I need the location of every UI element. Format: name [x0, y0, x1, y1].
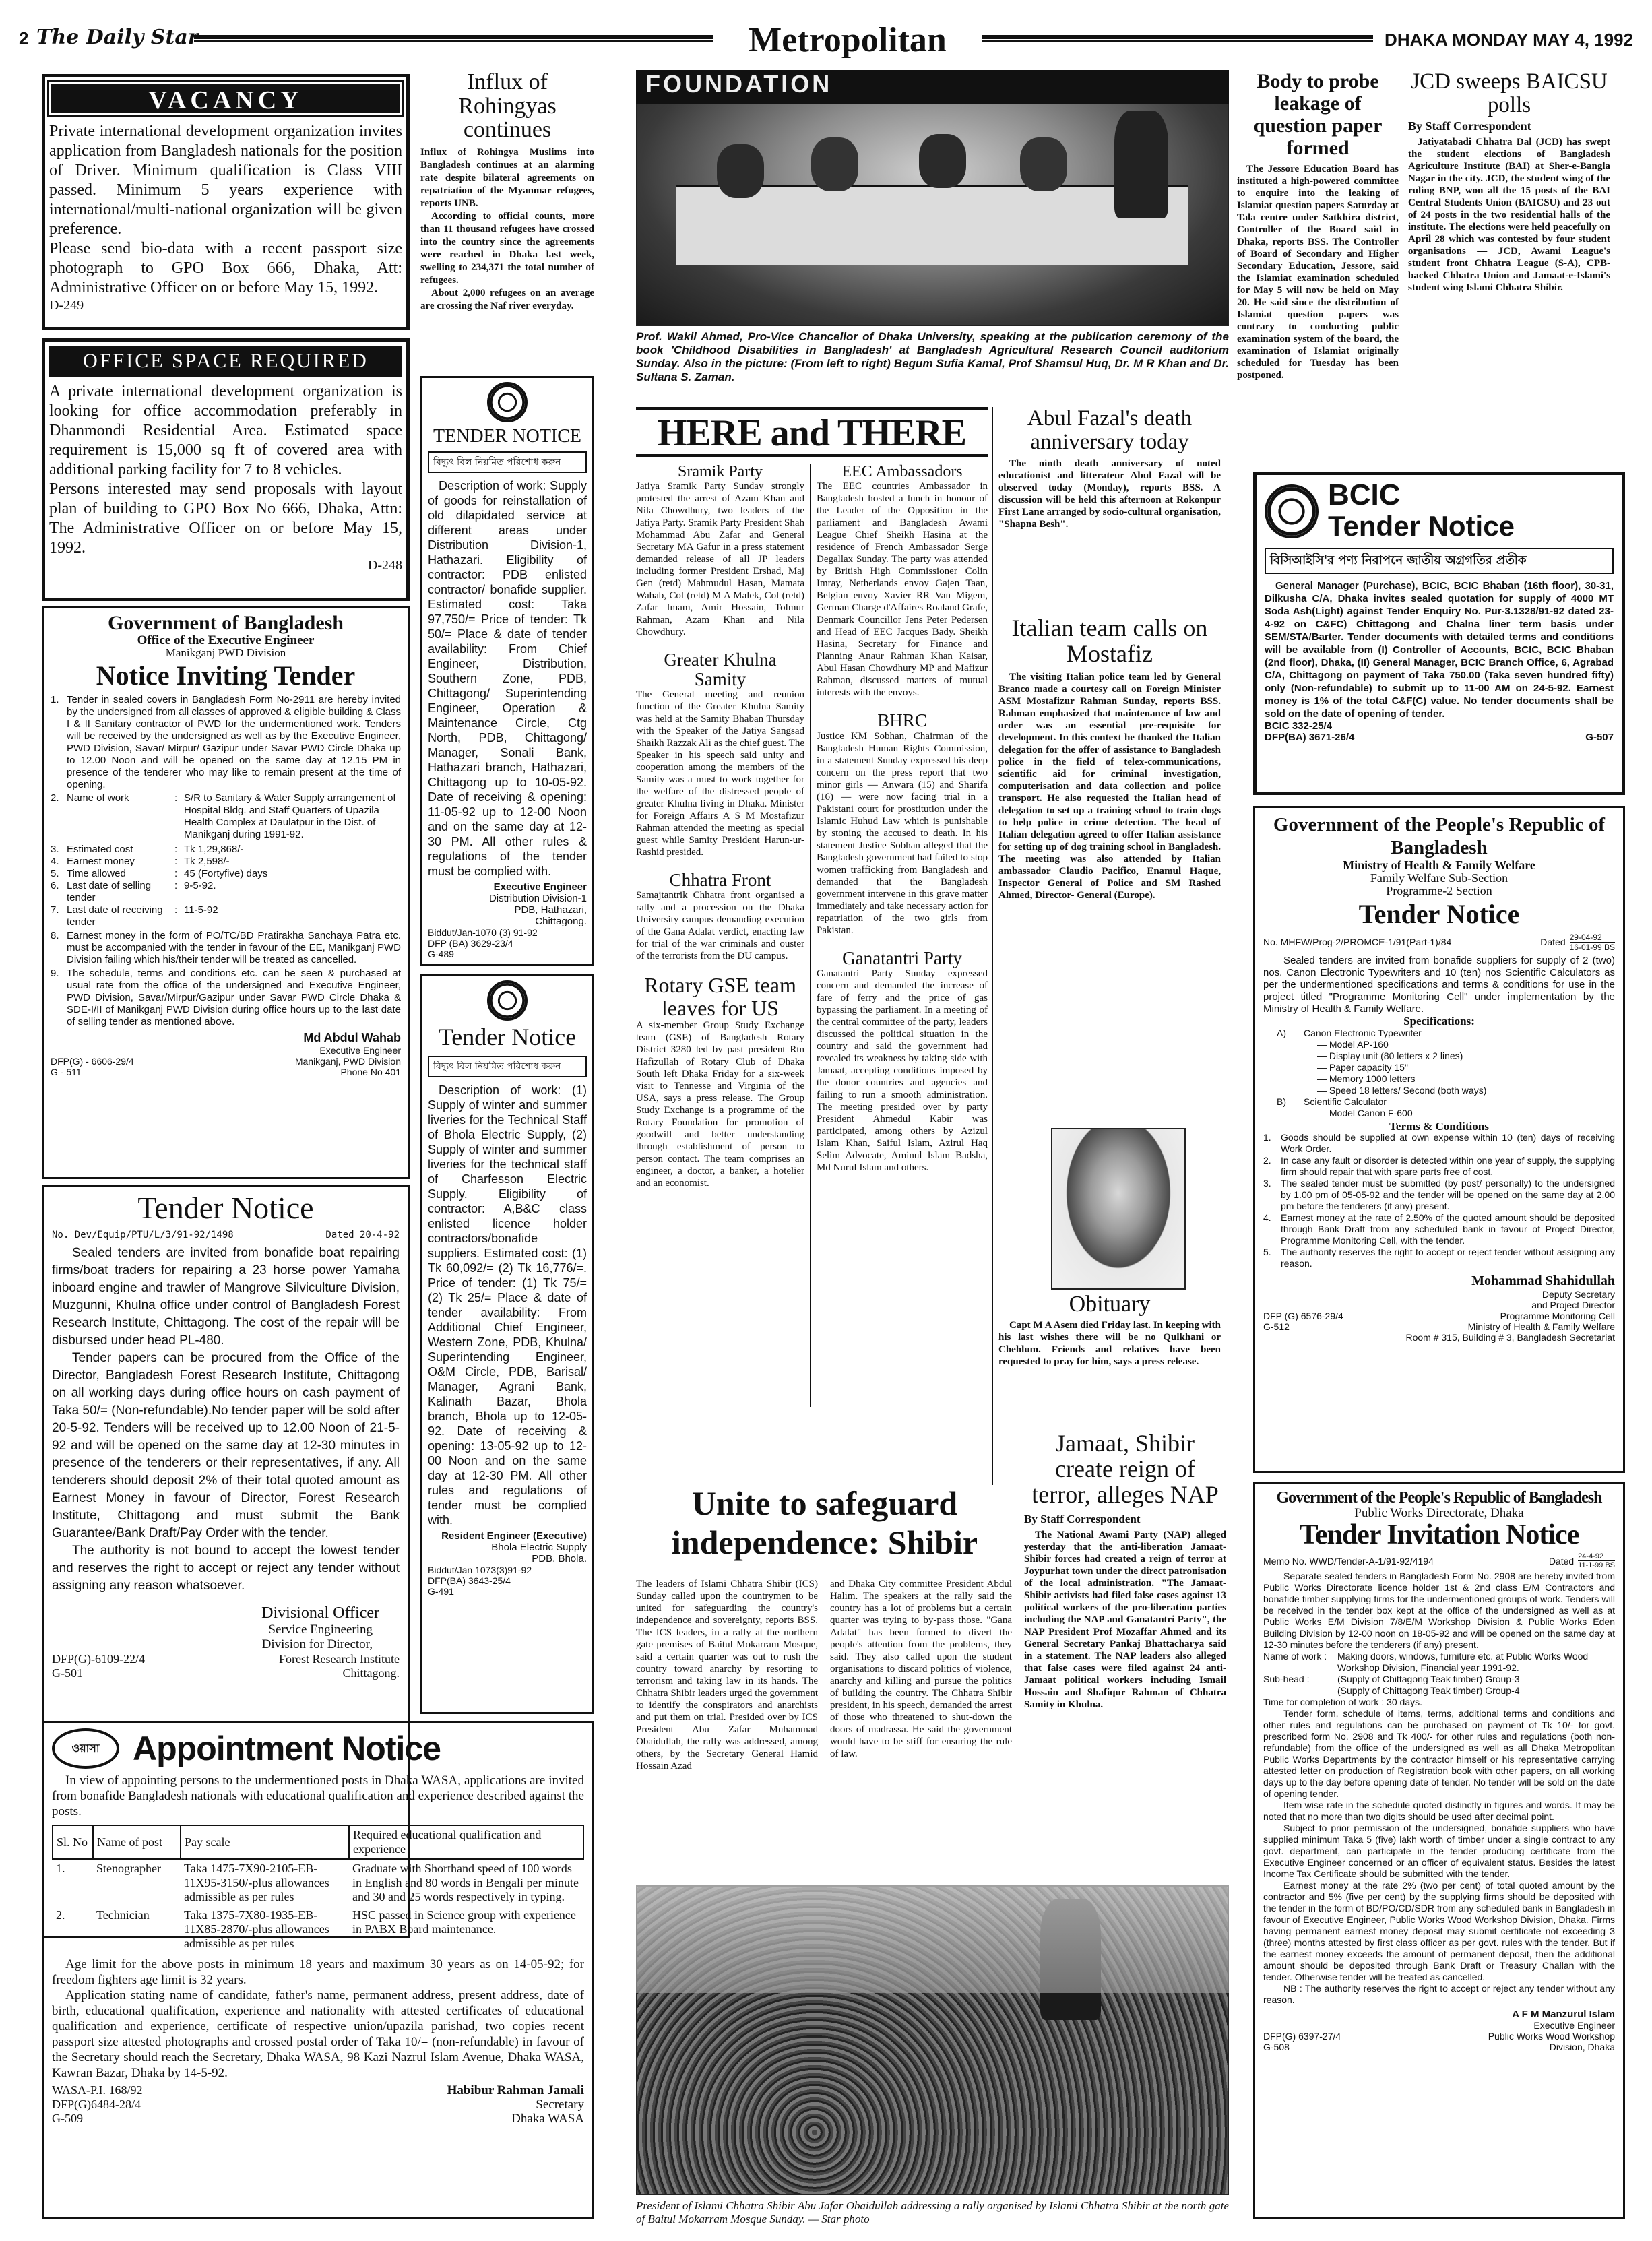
health-signer-3: Programme Monitoring Cell	[1500, 1311, 1615, 1322]
wasa-table-cell: HSC passed in Science group with experience in PABX Board maintenance.	[352, 1908, 576, 1936]
vacancy-code: D-249	[49, 298, 84, 313]
obituary-portrait	[1051, 1128, 1186, 1290]
jcd-body: Jatiyatabadi Chhatra Dal (JCD) has swept the student elections of Bangladesh Agriculture Institute (BAI) at Sher-e-Bangla Nagar in the city. JCD, the student wing of the ruling BNP, won all the 15 posts of the BAI Central Students Union (BAICSU) and 23 out of 24 posts in the two residential halls of the institute. The elections were held peacefully on April 28 which was contested by four student organisations — JCD, Awami League's student front Chhatra League (S-A), CPB-backed Chhatra Union and Jamaat-e-Islami's student wing Islami Chhatra Shibir.	[1408, 137, 1610, 294]
govt-signer-title: Executive Engineer	[319, 1045, 401, 1056]
spec-item: — Display unit (80 letters x 2 lines)	[1317, 1050, 1463, 1061]
sramik-headline: Sramik Party	[678, 464, 763, 480]
office-space-code: D-248	[367, 558, 402, 573]
health-body: Sealed tenders are invited from bonafide suppliers for supply of 2 (two) nos. Canon Electronic Typewriters and 10 (ten) nos Scientific Calculators as per the undermentioned specifications and terms & conditions for use in the project titled "Programme Monitoring Cell" under implementation by the Ministry of Health & Family Welfare.	[1263, 954, 1615, 1015]
wasa-table-cell: Taka 1375-7X80-1935-EB-11X85-2870/-plus allowances admissible as per rules	[184, 1908, 329, 1950]
pwd-ref: Memo No. WWD/Tender-A-1/91-92/4194	[1263, 1555, 1434, 1567]
pwd-signer-3: Division, Dhaka	[1549, 2042, 1615, 2053]
health-sub-2: Family Welfare Sub-Section	[1370, 871, 1508, 885]
bcic-bangla-slogan: বিসিআইসি'র পণ্য নিরাপনে জাতীয় অগ্রগতির প্রতীক	[1265, 548, 1614, 574]
govt-signer-org: Manikganj, PWD Division	[294, 1056, 401, 1067]
pdb1-signer: Executive Engineer	[493, 881, 587, 893]
masthead	[19, 24, 1633, 58]
pdb-logo-icon	[487, 382, 528, 422]
here-there-title: HERE and THERE	[636, 407, 988, 457]
rally-sky	[636, 1885, 1229, 1993]
pdb2-bangla-slogan: বিদ্যুৎ বিল নিয়মিত পরিশোধ করুন	[428, 1056, 587, 1077]
pdb2-body: Description of work: (1) Supply of winter and summer liveries for the Technical Staff of Bhola Electric Supply, (2) Supply of winter and summer liveries for the technical staff of Charfesson Electric Supply. Eligibility of contractor: A,B&C class enlisted licence holder contractors/bonafide suppliers. Estimated cost: (1) Tk 60,092/= (2) Tk 16,776/=. Price of tender: (1) Tk 75/= (2) Tk 25/= Place & date of tender availability: From Additional Chief Engineer, Western Zone, PDB, Khulna/ Superintending Engineer, O&M Circle, PDB, Barisal/ Manager, Agrani Bank, Kalinath Bazar, Bhola branch, Bhola up to 12-05-92. Date of receiving & opening: 13-05-92 up to 12-00 Noon and on the same day at 12-30 PM. All other rules and regulations of tender must be complied with.	[428, 1083, 587, 1527]
govt-items	[51, 844, 401, 928]
govt-item-8: Earnest money in the form of PO/TC/BD Pratirakha Sanchaya Patra etc. must be accompanied with the tender in favour of the EE, Manikganj PWD Division failing which his/their tender will be treated as cancelled.	[67, 930, 401, 966]
health-spec-heading: Specifications:	[1403, 1014, 1475, 1028]
govt-item-number: 4.	[51, 856, 59, 868]
forest-dated: Dated 20-4-92	[325, 1230, 400, 1241]
health-spec-b-list	[1317, 1108, 1615, 1119]
bcic-heading: Tender Notice	[1328, 510, 1515, 542]
italian-headline: Italian team calls on Mostafiz	[1011, 616, 1208, 667]
spec-item: — Model AP-160	[1317, 1038, 1389, 1050]
govt-item-label: Last date of receiving tender	[67, 904, 163, 928]
rohingya-body-2: According to official counts, more than 11 thousand refugees have crossed into the country since the agreements were reached in Dhaka last week, swelling to 234,371 the total number of refugees.	[420, 211, 594, 286]
pwd-time: Time for completion of work : 30 days.	[1263, 1697, 1423, 1708]
abul-headline: Abul Fazal's death anniversary today	[1027, 407, 1193, 454]
govt-heading: Notice Inviting Tender	[96, 660, 356, 691]
health-spec-b-name: Scientific Calculator	[1304, 1096, 1387, 1107]
vacancy-body-2: Please send bio-data with a recent passport size photograph to GPO Box 666, Dhaka, Att: Administrative Officer on or before May 15, 1992.	[49, 240, 402, 296]
pwd-nb: NB : The authority reserves the right to accept or reject any tender without any reason.	[1263, 1983, 1615, 2006]
office-space-body-2: Persons interested may send proposals with layout plan of building to GPO Box No 666, Dhaka, Attn: The Administrative Officer on or before May 15, 1992.	[49, 480, 402, 557]
pwd-body-5: Earnest money at the rate 2% (two per cent) of total quoted amount by the contractor and 5% (five per cent) by the supplying firms should be deposited with the tender in the form of BD/PO/CD/SDR from any scheduled bank in Bangladesh in favour of Executive Engineer, Public Works Wood Workshop Division, Dhaka. Firms having permanent earnest money deposit may submit certificate not exceeding 3 (three) months attested by first class officer as per govt. rules with the tender. But if the earnest money exceeds the amount of permanent deposit, then the additional amount should be deposited through Bank Draft or Treasury Challan with the tender. Otherwise tender will be treated as cancelled.	[1263, 1880, 1615, 1983]
pwd-dated: Dated	[1548, 1555, 1575, 1567]
pdb2-signer-2: PDB, Bhola.	[532, 1552, 587, 1565]
table-row	[53, 1859, 583, 1906]
pwd-signer: A F M Manzurul Islam	[1512, 2009, 1615, 2021]
forest-body-2: Tender papers can be procured from the Office of the Director, Bangladesh Forest Research Institute, Chittagong on all working days during office hours on cash payment of Taka 50/= (Non-refundable).No tender paper will be sold after 20-5-92. Tenders will be received up to 12.00 Noon of 21-5-92 and will be opened on the same day at 12-30 minutes in presence of the tenderers or their representatives, if any. All tenderers should deposit 2% of their total quoted amount as Earnest Money in favour of Director, Forest Research Institute, Chittagong and must submit the Bank Guarantee/Bank Draft/Pay Order with the tender.	[52, 1351, 400, 1541]
office-space-title: OFFICE SPACE REQUIRED	[49, 346, 402, 377]
wasa-intro: In view of appointing persons to the undermentioned posts in Dhaka WASA, applications are invited from bonafide Bangladesh nationals with educational qualification and experience described against the posts.	[52, 1773, 584, 1819]
health-code-1: DFP (G) 6576-29/4	[1263, 1311, 1343, 1322]
wasa-table-cell: Technician	[96, 1908, 150, 1922]
office-space-body: A private international development organization is looking for office accommodation preferably in Dhanmondi Residential Area. Estimated space requirement is 15,000 sq ft of covered area with additional parking facility for 7 to 8 vehicles.	[49, 383, 402, 478]
forest-signer: Divisional Officer	[261, 1604, 379, 1622]
vacancy-title: VACANCY	[49, 82, 402, 115]
obituary	[998, 1292, 1221, 1420]
pdb2-heading: Tender Notice	[438, 1023, 577, 1050]
jamaat-story	[1024, 1431, 1226, 1883]
health-spec-a-label: A)	[1277, 1027, 1286, 1038]
health-signer-2: and Project Director	[1531, 1300, 1615, 1311]
wasa-table-cell: 1.	[56, 1862, 65, 1875]
manikganj-tender-notice: Government of Bangladesh Office of the Executive Engineer Manikganj PWD Division Notice Inviting Tender 1. Tender in sealed covers in Bangladesh Form No-2911 are hereby invited by the undersigned from all classes of approved & eligible building & Class I & II Sanitary contractor of PWD for the undermentioned work. Tenders will be received by the undersigned as well as by the Executive Engineer, PWD Division, Savar/ Mirpur/ Gazipur under Savar PWD Circle Dhaka up to 12.00 Noon and will be opened on the same day at 12.15 PM in presence of the tenderer who may like to remain present at the time of opening. 2. Name of work : S/R to Sanitary & Water Supply arrangement of Hospital Bldg. and Staff Quarters of Upazila Health Complex at Daulatpur in the Dist. of Manikganj during 1991-92. 3. Estimated cost : Tk 1,29,868/- 4. Earnest money : Tk 2,598/- 5. Time allowed : 45 (Fortyfive) days 6. Last date of selling tender : 9-5-92. 7. Last date of receiving tender : 11-5-92 8. Earnest money in the form of PO/TC/BD Pratirakha Sanchaya Patra etc. must be accompanied with the tender in favour of the EE, Manikganj PWD Division failing which his/their tender will be treated as cancelled. 9. The schedule, terms and conditions etc. can be seen & purchased at usual rate from the office of the undersigned and Executive Engineer, PWD Division, Savar/Mirpur/Gazipur under Savar PWD Circle Dhaka & SDE-I/II of Manikganj PWD Division during office hours up to the last date of selling tender as mentioned above. Md Abdul Wahab Executive Engineer DFP(G) - 6606-29/4 Manikganj, PWD Division G - 511 Phone No 401	[42, 606, 410, 1179]
photo-shibir-rally	[636, 1885, 1229, 2195]
wasa-code-2: DFP(G)6484-28/4	[52, 2097, 141, 2111]
pdb1-bangla-slogan: বিদ্যুৎ বিল নিয়মিত পরিশোধ করুন	[428, 451, 587, 473]
pdb1-signer-3: Chittagong.	[535, 916, 587, 928]
pwd-body-4: Subject to prior permission of the undersigned, bonafide suppliers who have supplied minimum Taka 5 (five) lakh worth of timber under a single contract to any govt. department, can participate in the tender producing certificate from the Executive Engineer concerned or an officer of equivalent status. Besides the latest Income Tax Certificate should be submitted with the tender.	[1263, 1823, 1615, 1880]
forest-signer-4: Chittagong.	[342, 1666, 400, 1680]
bcic-logo-text: BCIC	[1328, 478, 1401, 511]
rohingya-story	[420, 70, 594, 367]
health-terms-heading: Terms & Conditions	[1389, 1119, 1489, 1133]
govt-item-1: Tender in sealed covers in Bangladesh Form No-2911 are hereby invited by the undersigned from all classes of approved & eligible building & Class I & II Sanitary contractor of PWD for the undermentioned work. Tenders will be received by the undersigned as well as by the Executive Engineer, PWD Division, Savar/ Mirpur/ Gazipur under Savar PWD Circle Dhaka up to 12.00 Noon and will be opened on the same day at 12.15 PM in presence of the tenderer who may like to remain present at the time of opening.	[67, 694, 401, 791]
pdb2-code-2: DFP(BA) 3643-25/4	[428, 1575, 511, 1586]
health-spec-b-label: B)	[1277, 1096, 1286, 1107]
table-row	[53, 1906, 583, 1953]
obituary-headline: Obituary	[1069, 1292, 1151, 1317]
govt-item-number: 3.	[51, 844, 59, 856]
wasa-code-1: WASA-P.I. 168/92	[52, 2083, 143, 2097]
pwd-date-1: 24-4-92	[1578, 1552, 1615, 1561]
govt-item-number: 7.	[51, 904, 59, 916]
pdb1-code-3: G-489	[428, 949, 454, 960]
pdb1-signer-1: Distribution Division-1	[488, 893, 587, 905]
rohingya-body: Influx of Rohingya Muslims into Bangladesh continues at an alarming rate despite bilateral agreements on repatriation of the Myanmar refugees, reports UNB.	[420, 147, 594, 210]
pwd-date-2: 11-1-99 BS	[1578, 1561, 1615, 1570]
ceremony-table	[676, 185, 1188, 265]
masthead-rule-left	[194, 35, 713, 42]
wasa-table-cell: Stenographer	[96, 1862, 161, 1875]
health-ref: No. MHFW/Prog-2/PROMCE-1/91(Part-1)/84	[1263, 937, 1452, 948]
rohingya-body-3: About 2,000 refugees on an average are crossing the Naf river everyday.	[420, 288, 594, 312]
eec-body: The EEC countries Ambassador in Bangladesh hosted a lunch in honour of the Leader of the Opposition in the parliament and Bangladesh Awami League Chief Sheikh Hasina at the residence of French Ambassador Serge Degallax Sunday. The party was attended by British High Commissioner Colin Imray, Netherlands envoy Gajen Taan, Belgian envoy Xavier RR Van Migem, German Charge d'Affaires Roaland Grafe, Denmark Councillor Jens Peter Pedersen and Head of EEC Jacques Bady. Sheikh Hasina, Secretary for Finance and Planning Anaur Rahman Khan Kaisar, Abul Hasan Chowdhury MP and Mafizur Rahman, discussed matters of mutual interests with the envoys.	[817, 481, 988, 699]
wasa-signer-2: Dhaka WASA	[511, 2112, 584, 2126]
shibir-story	[636, 1484, 1013, 1888]
jamaat-body: The National Awami Party (NAP) alleged yesterday that the anti-liberation Jamaat-Shibir forces had created a reign of terror at Joypurhat town under the direct patronisation of the local administration. "The Jamaat-Shibir activists had filed false cases against 13 political workers of the pro-liberation parties including the NAP and Ganatantri Party", the NAP President Prof Mozaffar Ahmed and its General Secretary Pankaj Bhattacharya said in a statement. The NAP leaders also alleged that false cases were filed against 24 anti-Jamaat political workers including Ismail Hossain and Shafiqur Rahman of Chhatra Samity in Khulna.	[1024, 1529, 1226, 1711]
terms-item: 4. Earnest money at the rate of 2.50% of the quoted amount should be deposited through Bank Draft from any scheduled bank in favour of Project Director, Programme Monitoring Cell, with the tender.	[1263, 1212, 1615, 1246]
wasa-table-header: Pay scale	[181, 1825, 349, 1859]
pwd-signer-2: Public Works Wood Workshop	[1488, 2031, 1615, 2042]
wasa-table-cell: 2.	[56, 1908, 65, 1922]
terms-item: 3. The sealed tender must be submitted (by post/ personally) to the undersigned by 1.00 pm of 05-05-92 and the tender will be opened on the same day at 2.00 pm before the tenderers (if any) present.	[1263, 1178, 1615, 1212]
health-sub-1: Ministry of Health & Family Welfare	[1343, 858, 1535, 872]
health-signer-4: Ministry of Health & Family Welfare	[1467, 1321, 1615, 1333]
pwd-code-2: G-508	[1263, 2042, 1290, 2053]
health-sub-3: Programme-2 Section	[1386, 883, 1492, 897]
wasa-table-header: Name of post	[93, 1825, 181, 1859]
vacancy-ad	[42, 74, 410, 330]
pdb2-code-1: Biddut/Jan 1073(3)91-92	[428, 1564, 532, 1575]
column-divider	[992, 407, 993, 1485]
italian-body: The visiting Italian police team led by General Branco made a courtesy call on Foreign Minister ASM Mostafizur Rahman Sunday, reports BSS. Rahman emphasized that maintenance of law and order was an essential pre-requisite for development. In this context he thanked the Italian delegation for the offer of assistance to Bangladesh police in the field of telex-communications, scientific aid for criminal investigation, computerisation and data collection and police transport. He also requested the Italian head of delegation to set up a training school to train dogs to help police in crime detection. The head of Italian delegation agreed to offer Italian assistance for setting up of dog training school in Bangladesh. The meeting was also attended by Italian ambassador Claudio Pacifico, Enamul Haque, Inspector General of Police and SM Rashed Ahmed, Director- General (Europe).	[998, 671, 1221, 901]
spec-item: — Speed 18 letters/ Second (both ways)	[1317, 1084, 1487, 1096]
abul-fazal-story	[998, 407, 1221, 609]
pwd-body-3: Item wise rate in the schedule quoted distinctly in figures and words. It may be noted that no more than two digits should be used after decimal point.	[1263, 1800, 1615, 1823]
pwd-subhead-1: (Supply of Chittagong Teak timber) Group-3	[1337, 1674, 1520, 1685]
pwd-sub-1: Public Works Directorate, Dhaka	[1354, 1506, 1524, 1521]
health-date-2: 16-01-99 BS	[1569, 942, 1615, 952]
health-signer: Mohammad Shahidullah	[1471, 1273, 1615, 1289]
spec-item: — Model Canon F-600	[1317, 1107, 1413, 1118]
bhrc-body: Justice KM Sobhan, Chairman of the Bangladesh Human Rights Commission, in a statement Sunday expressed his deep concern on the press report that two minor girls — Anwara (15) and Sharifa (16) — were now facing trial in a Pakistani court for prostitution under the Islamic Huhud Law which is punishable by stoning the accused to death. In his statement Justice Sobhan alleged that the Bangladesh government had failed to stop women trafficking from Bangladesh and demanded that the Bangladesh government intervene in this grave matter immediately and take necessary action for repatriation of the two girls from Pakistan.	[817, 730, 988, 936]
govt-item: 4. Earnest money : Tk 2,598/-	[51, 856, 401, 868]
pwd-code-1: DFP(G) 6397-27/4	[1263, 2031, 1341, 2042]
pdb-tender-bhola	[420, 974, 594, 1714]
wasa-table-cell: Taka 1475-7X90-2105-EB-11X95-3150/-plus allowances admissible as per rules	[184, 1862, 329, 1903]
govt-item-value: 45 (Fortyfive) days	[184, 868, 268, 880]
chhatra-headline: Chhatra Front	[669, 869, 771, 890]
pwd-body: Separate sealed tenders in Bangladesh Form No. 2908 are hereby invited from Public Works Directorate licence holder 1st & 2nd class E/M Contractors and bonafide timber supplying firms for the undermentioned groups of work. Tenders will be received in the tender box kept at the office of the undersigned as well as at Public Works E/M Division 7/8/E/M Workshop Division & Public Works Eden Building Division by 12-00 noon on 18-05-92 and will be opened on the same day at 12-30 minutes before the tenderers (if any) present.	[1263, 1571, 1615, 1651]
govt-item-label: Last date of selling tender	[67, 880, 152, 904]
khulna-body: The General meeting and reunion function of the Greater Khulna Samity was held at the Samity Bhaban Thursday with the Speaker of the Jatiya Sangsad Shaikh Razzak Ali as the chief guest. The Speaker in his speech said unity and cooperation among the members of the Samity was a must to work together for the welfare of the distressed people of greater Khulna living in Dhaka. Minister for Foreign Affairs A S M Mostafizur Rahman attended the meeting as special guest while Samity President Harun-ur-Rashid presided.	[636, 689, 804, 858]
forest-body: Sealed tenders are invited from bonafide boat repairing firms/boat traders for repairing a 23 horse power Yamaha inboard engine and trawler of Mangrove Silviculture Division, Muzgunni, Khulna office under control of Bangladesh Forest Research Institute, Chittagong. The cost of the repair will be disbursed under head PL-480.	[52, 1246, 400, 1348]
person-2	[811, 137, 858, 191]
bhrc-headline: BHRC	[877, 710, 927, 731]
govt-item-2-value: S/R to Sanitary & Water Supply arrangement of Hospital Bldg. and Staff Quarters of Upazila Health Complex at Daulatpur in the Dist. of Manikganj during 1991-92.	[184, 792, 396, 841]
bcic-code-1: BCIC 332-25/4	[1265, 720, 1333, 732]
pwd-body-2: Tender form, schedule of items, terms, additional terms and conditions and other rules and regulations can be purchased on payment of Tk 10/- for govt. prescribed form No. 2908 and Tk 400/- for other rules and regulations (both non-refundable) from the office of the undersigned as well as all Dhaka Metropolitan Public Works Departments by the contractor himself or his representative carrying attested letter on production of Registration book with other papers, on all working days up to the day before opening date of tender. No tender will be sold on the date of opening tender.	[1263, 1708, 1615, 1800]
wasa-age: Age limit for the above posts in minimum 18 years and maximum 30 years as on 14-05-92; for freedom fighters age limit is 32 years.	[52, 1957, 584, 1987]
terms-item: 5. The authority reserves the right to accept or reject tender without assigning any reason.	[1263, 1246, 1615, 1269]
bcic-code-2: DFP(BA) 3671-26/4	[1265, 732, 1355, 743]
section-title: Metropolitan	[749, 24, 947, 58]
govt-signer: Md Abdul Wahab	[303, 1031, 401, 1045]
wasa-table-header: Required educational qualification and experience	[349, 1825, 583, 1859]
wasa-heading: Appointment Notice	[133, 1730, 441, 1767]
wasa-apply: Application stating name of candidate, father's name, permanent address, present address, date of birth, educational qualification, experience and nationality with attested certificates of educational qualification and experience, certificate of respective union/upazila parishad, two copies recent passport size attested photographs and crossed postal order of Taka 10/= (non-refundable) in favour of the Secretary should reach the Secretary, Dhaka WASA, 98 Kazi Nazrul Islam Avenue, Dhaka WASA, Kawran Bazar, Dhaka by 14-5-92.	[52, 1988, 584, 2080]
masthead-date: DHAKA MONDAY MAY 4, 1992	[1385, 30, 1633, 50]
abul-body: The ninth death anniversary of noted educationist and litterateur Abul Fazal will be observed today (Monday), reports BSS. A discussion will be held this afternoon at Rokonpur First Lane arranged by socio-cultural organisation, "Shapna Besh".	[998, 458, 1221, 530]
ceremony-caption: Prof. Wakil Ahmed, Pro-Vice Chancellor of Dhaka University, speaking at the publication ceremony of the book 'Childhood Disabilities in Bangladesh' at Bangladesh Agricultural Research Council auditorium Sunday. Also in the picture: (From left to right) Begum Sufia Kamal, Prof Shamsul Huq, Dr. M R Khan and Dr. Sultana S. Zaman.	[636, 330, 1229, 383]
govt-sub-2: Manikganj PWD Division	[165, 646, 286, 660]
health-code-2: G-512	[1263, 1321, 1290, 1333]
jcd-headline: JCD sweeps BAICSU polls	[1411, 70, 1608, 117]
pdb1-code-2: DFP (BA) 3629-23/4	[428, 938, 513, 949]
pdb2-signer-1: Bhola Electric Supply	[491, 1541, 587, 1553]
health-ministry-tender	[1253, 806, 1625, 1473]
jcd-byline: By Staff Correspondent	[1408, 119, 1531, 133]
shibir-headline: Unite to safeguard independence: Shibir	[671, 1484, 978, 1561]
pwd-title: Government of the People's Republic of Bangladesh	[1276, 1489, 1602, 1507]
health-spec-a-name: Canon Electronic Typewriter	[1304, 1027, 1422, 1038]
ceremony-banner: FOUNDATION	[636, 70, 1229, 104]
rotary-body: A six-member Group Study Exchange team (GSE) of Bangladesh Rotary District 3280 led by past president Rtn Hafizullah of Rotary Club of Dhaka South left Dhaka Friday for a six-week visit to Tennesse and Virginia of the USA, says a press release. The Group Study Exchange is a programme of the Rotary Foundation for promotion of goodwill and better understanding through establishment of person to person contact. The team comprises an engineer, a doctor, a banker, a hotelier and an economist.	[636, 1020, 804, 1189]
probe-body: The Jessore Education Board has instituted a high-powered committee to enquire into the leaking of Islamiat question papers Saturday at Tala centre under Satkhira district, Controller of the Board said in Dhaka, reports BSS. The Controller of Board of Secondary and Higher Secondary Education, Jessore, said the Islamiat examination scheduled for May 5 will now be held on May 20. He said since the distribution of Islamiat question papers was contrary to conducting public examination system of the board, the examination of Islamiat originally scheduled for Tuesday has been postponed.	[1237, 164, 1399, 381]
forest-heading: Tender Notice	[137, 1191, 314, 1225]
pwd-signer-1: Executive Engineer	[1533, 2020, 1615, 2031]
govt-item: 3. Estimated cost : Tk 1,29,868/-	[51, 844, 401, 856]
pdb1-heading: TENDER NOTICE	[433, 426, 582, 447]
rotary-headline: Rotary GSE team leaves for US	[644, 973, 796, 1020]
pwd-work: Making doors, windows, furniture etc. at Public Works Wood Workshop Division, Financial year 1991-92.	[1337, 1651, 1589, 1674]
paper-logo: The Daily Star	[36, 26, 199, 49]
vacancy-body: Private international development organization invites application from Bangladesh nationals for the position of Driver. Minimum qualification is Class VIII passed. Minimum 5 years experience with international/multi-national organization will be given preference.	[49, 123, 402, 238]
terms-item: 1. Goods should be supplied at own expense within 10 (ten) days of receiving Work Order.	[1263, 1132, 1615, 1155]
jamaat-headline: Jamaat, Shibir create reign of terror, alleges NAP	[1031, 1431, 1219, 1508]
pdb1-code-1: Biddut/Jan-1070 (3) 91-92	[428, 927, 538, 939]
health-date-1: 29-04-92	[1570, 933, 1615, 943]
obituary-body: Capt M A Asem died Friday last. In keeping with his last wishes there will be no Qulkhani or Chehlum. Friends and relatives have been requested to pray for him, says a press release.	[998, 1319, 1221, 1367]
gana-body: Ganatantri Party Sunday expressed concern and demanded the increase of fare of ferry and the price of gas bypassing the parliament. In a meeting of the central committee of the party, leaders discussed the political situation in the country and said the government had revealed its weakness by taking side with Jamaat, accepting conditions imposed by the donor countries and agencies and failing to run a smooth administration. The meeting presided over by party President Ahmedul Kabir was participated, among others by Azizul Islam Khan, Saiful Islam, Azirul Haq Selim Advocate, Aminul Islam Badsha, Md Nurul Islam and others.	[817, 968, 988, 1173]
health-signer-1: Deputy Secretary	[1542, 1289, 1615, 1300]
here-there-divider	[810, 464, 811, 1407]
rohingya-headline: Influx of Rohingyas continues	[458, 70, 557, 143]
rally-caption: President of Islami Chhatra Shibir Abu Jafar Obaidullah addressing a rally organised by Islami Chhatra Shibir at the north gate of Baitul Mokarram Mosque Sunday. — Star photo	[636, 2199, 1229, 2226]
speaker	[1114, 111, 1168, 218]
pdb-logo-icon-2	[487, 980, 528, 1021]
govt-item: 6. Last date of selling tender : 9-5-92.	[51, 880, 401, 904]
sramik-body: Jatiya Sramik Party Sunday strongly protested the arrest of Azam Khan and Nila Chowdhury, two leaders of the Jatiya Party. Sramik Party President Shah Mohammad Abu Zafar and General Secretary MA Gafur in a press statement demanded release of all JP leaders including former President Ershad, Maj Gen (retd) Mahmudul Hasan, Mamata Wahab, Col (retd) M A Malek, Col (retd) Zafar Imam, Amir Hossain, Tolmur Rahman, Azam Khan and Nila Chowdhury.	[636, 481, 804, 638]
health-title: Government of the People's Republic of Bangladesh	[1273, 814, 1606, 858]
wasa-code-3: G-509	[52, 2112, 83, 2125]
pdb2-signer: Resident Engineer (Executive)	[441, 1529, 587, 1542]
govt-item-value: 9-5-92.	[184, 880, 216, 892]
govt-title: Government of Bangladesh	[107, 612, 344, 634]
person-3	[919, 134, 966, 188]
wasa-table-header: Sl. No	[53, 1825, 93, 1859]
health-dated: Dated	[1540, 937, 1566, 948]
govt-code-2: G - 511	[51, 1067, 82, 1078]
pwd-heading: Tender Invitation Notice	[1299, 1519, 1579, 1551]
pdb2-code-3: G-491	[428, 1585, 454, 1597]
masthead-rule-right	[982, 35, 1373, 42]
photo-publication-ceremony	[636, 70, 1229, 326]
health-spec-a-list	[1317, 1039, 1615, 1096]
govt-phone: Phone No 401	[340, 1067, 401, 1078]
chhatra-body: Samajtantrik Chhatra front organised a rally and a procession on the Dhaka University campus demanding execution of the Gana Adalat verdict, enacting law for trial of the war criminals and ouster of the terrorists from the DU campus.	[636, 890, 804, 962]
italian-team-story	[998, 616, 1221, 1121]
bcic-tender-notice	[1253, 472, 1625, 795]
govt-item: 5. Time allowed : 45 (Fortyfive) days	[51, 868, 401, 880]
probe-headline: Body to probe leakage of question paper formed	[1253, 70, 1383, 159]
pdb1-signer-2: PDB, Hathazari,	[514, 904, 587, 916]
here-and-there	[636, 407, 988, 1418]
health-heading: Tender Notice	[1358, 898, 1520, 929]
govt-item-label: Estimated cost	[67, 844, 133, 856]
health-signer-5: Room # 315, Building # 3, Bangladesh Secretariat	[1405, 1332, 1615, 1344]
gana-headline: Ganatantri Party	[842, 947, 962, 968]
govt-item-value: 11-5-92	[184, 904, 218, 916]
wasa-logo-icon: ওয়াসা	[52, 1728, 119, 1769]
eec-headline: EEC Ambassadors	[841, 464, 963, 480]
govt-item-value: Tk 1,29,868/-	[184, 844, 244, 856]
wasa-signer: Habibur Rahman Jamali	[447, 2083, 584, 2097]
govt-item-2-label: Name of work	[67, 792, 129, 804]
pwd-subhead-label: Sub-head :	[1263, 1674, 1310, 1685]
forest-signer-3: Forest Research Institute	[279, 1652, 400, 1666]
forest-signer-2: Division for Director,	[261, 1637, 373, 1652]
govt-item-label: Time allowed	[67, 868, 126, 880]
jamaat-byline: By Staff Correspondent	[1024, 1513, 1141, 1526]
shibir-col-2: and Dhaka City committee President Abdul Halim. The speakers at the rally said the country has a lot of problems but a certain quarter was trying to by-pass those. "Gana Adalat" has been formed to divert the people's attention from the problems, they said. They also called upon the student organisations to discard politics of violence, anarchy and killing and pursue the politics of building the country. The Chhatra Shibir president, in his speech, demanded the arrest of those who threatened to shut-down the doors of madrassa. He said the government would have to be stiff for ensuring the rule of law.	[830, 1579, 1012, 1759]
govt-sub-1: Office of the Executive Engineer	[137, 633, 315, 648]
govt-code-1: DFP(G) - 6606-29/4	[51, 1056, 134, 1067]
pdb-tender-hathazari	[420, 376, 594, 966]
govt-item-value: Tk 2,598/-	[184, 856, 230, 868]
here-there-col-1	[636, 464, 804, 1189]
shibir-col-1: The leaders of Islami Chhatra Shibir (ICS) Sunday called upon the countrymen to be united for safeguarding the country's independence and sovereignty, reports BSS. The ICS leaders, in a rally at the northern gate premises of Baitul Mokarram Mosque, said a certain quarter was out to rush the country toward anarchy by resorting to terrorism and taking law in its hands. The Chhatra Shibir leaders urged the government to identify the conspirators and anarchists and put them on trial. Presided over by ICS President Abu Zafar Muhammad Obaidullah, the rally was addressed, among others, by the Secretary General Hamid Hossain Azad	[636, 1579, 818, 1771]
govt-item-label: Earnest money	[67, 856, 135, 868]
pwd-tender-invitation	[1253, 1482, 1625, 2219]
forest-code-2: G-501	[52, 1666, 83, 1680]
jcd-story	[1408, 70, 1610, 474]
terms-item: 2. In case any fault or disorder is detected within one year of supply, the supplying firm should repair that with spare parts free of cost.	[1263, 1155, 1615, 1178]
here-there-col-2	[817, 464, 988, 1174]
khulna-headline: Greater Khulna Samity	[664, 650, 777, 689]
govt-item: 7. Last date of receiving tender : 11-5-92	[51, 904, 401, 928]
person-4	[1020, 137, 1067, 191]
bcic-code-3: G-507	[1585, 732, 1614, 743]
body-to-probe-story	[1237, 70, 1399, 474]
bcic-logo-icon	[1265, 484, 1319, 538]
pdb1-body: Description of work: Supply of goods for reinstallation of old dilapidated service at different areas under Distribution Division-1, Hathazari. Eligibility of contractor: PDB enlisted contractor/ bonafide supplier. Estimated cost: Taka 97,750/= Price of tender: Tk 50/= Place & date of tender availability: From Chief Engineer, Distribution, Southern Zone, PDB, Chittagong/ Superintending Engineer, Operation & Maintenance Circle, Ctg North, PDB, Chittagong/ Manager, Sonali Bank, Hathazari branch, Hathazari, Chittagong up to 10-05-92. Date of receiving & opening: 11-05-92 up to 12-00 Noon and on the same day at 12-30 PM. All other rules & regulations of the tender must be complied with.	[428, 479, 587, 879]
forest-signer-1: Service Engineering	[268, 1622, 373, 1637]
wasa-table-cell: Graduate with Shorthand speed of 100 words in English and 80 words in Bengali per minute and 30 and 25 words respectively in typing.	[352, 1862, 579, 1903]
wasa-table	[52, 1825, 584, 1953]
pwd-subhead-2: (Supply of Chittagong Teak timber) Group-4	[1337, 1685, 1520, 1697]
forest-code-1: DFP(G)-6109-22/4	[52, 1652, 145, 1666]
govt-item-number: 5.	[51, 868, 59, 880]
pwd-work-label: Name of work :	[1263, 1651, 1327, 1662]
govt-item-number: 6.	[51, 880, 59, 892]
person-1	[717, 144, 764, 198]
spec-item: — Paper capacity 15"	[1317, 1061, 1408, 1073]
spec-item: — Memory 1000 letters	[1317, 1073, 1416, 1084]
page-number: 2	[19, 28, 29, 49]
forest-body-3: The authority is not bound to accept the lowest tender and reserves the right to accept or reject any tender without assigning any reason whatsoever.	[52, 1544, 400, 1593]
wasa-signer-1: Secretary	[536, 2097, 584, 2112]
forest-ref: No. Dev/Equip/PTU/L/3/91-92/1498	[52, 1230, 234, 1241]
govt-item-9: The schedule, terms and conditions etc. can be seen & purchased at usual rate from the office of the undersigned and Executive Engineer, PWD Division, Savar/Mirpur/Gazipur under Savar PWD Circle Dhaka & SDE-I/II of Manikganj PWD Division during office hours up to the last date of selling tender as mentioned above.	[67, 968, 401, 1028]
wasa-appointment-notice	[42, 1721, 594, 2219]
health-terms-list	[1263, 1132, 1615, 1269]
office-space-ad	[42, 338, 410, 601]
bcic-body: General Manager (Purchase), BCIC, BCIC Bhaban (16th floor), 30-31, Dilkusha C/A, Dhaka invites sealed quotation for supply of 4000 MT Soda Ash(Light) against Tender Enquiry No. Pur-3.1328/91-92 dated 23-4-92 on C&FC) Chittagong and Chalna liner term basis under SEM/STA/Barter. Tender documents with detailed terms and conditions will be available from (I) Controller of Accounts, BCIC, BCIC Bhaban (2nd floor), Dhaka, (II) General Manager, BCIC Branch Office, 6, Agrabad C/A, Chittagong on payment of Taka 750.00 (Taka seven hundred fifty) only (Non-refundable) to submit up to 11-00 AM on 24-5-92. Earnest money is 1% of the total C&F(C) value. No tender documents shall be sold on the date of opening of tender.	[1265, 580, 1614, 720]
